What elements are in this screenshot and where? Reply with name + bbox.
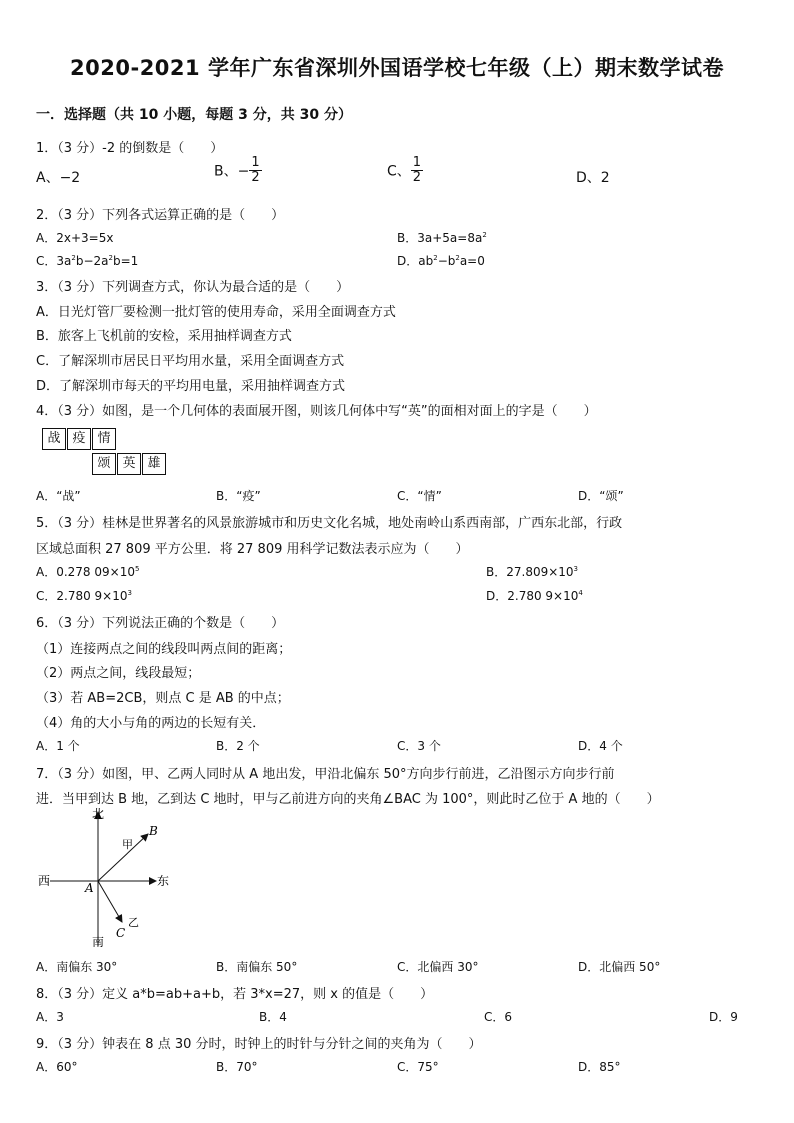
exponent: 5 xyxy=(134,565,140,573)
option-d: D．85° xyxy=(578,1060,621,1074)
option-text: b−2a xyxy=(75,254,109,268)
option-c: C．3 个 xyxy=(397,739,441,753)
net-cell: 雄 xyxy=(142,453,166,475)
option-text: A．0.278 09×10 xyxy=(36,565,135,579)
label-point-b: B xyxy=(149,824,158,838)
option-d xyxy=(486,587,583,604)
question-stem-cont: 进．当甲到达 B 地，乙到达 C 地时，甲与乙前进方向的夹角∠BAC 为 100°，则此时乙位于 A 地的（ ） xyxy=(36,792,660,807)
exponent: 4 xyxy=(578,589,583,597)
option-a: A．1 个 xyxy=(36,739,80,753)
label-south: 南 xyxy=(92,935,105,949)
statement-1: （1）连接两点之间的线段叫两点间的距离； xyxy=(36,642,292,657)
numerator: 1 xyxy=(412,155,422,170)
net-cell: 疫 xyxy=(67,428,91,450)
option-b: B．2 个 xyxy=(216,739,260,753)
option-d: D．4 个 xyxy=(578,739,623,753)
question-stem: 1．（3 分）-2 的倒数是（ ） xyxy=(36,141,224,156)
exponent: 2 xyxy=(482,231,487,239)
statement-3: （3）若 AB=2CB，则点 C 是 AB 的中点； xyxy=(36,691,290,706)
question-stem: 4．（3 分）如图，是一个几何体的表面展开图，则该几何体中写“英”的面相对面上的字是（ ） xyxy=(36,404,597,419)
question-stem: 9．（3 分）钟表在 8 点 30 分时，时钟上的时针与分针之间的夹角为（ ） xyxy=(36,1037,482,1052)
option-b: B．“疫” xyxy=(216,489,261,503)
section-heading-choice: 一．选择题（共 10 小题，每题 3 分，共 30 分） xyxy=(36,107,352,123)
option-b xyxy=(214,156,262,185)
option-a: A．“战” xyxy=(36,489,81,503)
net-cell: 情 xyxy=(92,428,116,450)
option-b: B．旅客上飞机前的安检，采用抽样调查方式 xyxy=(36,329,292,344)
label-jia: 甲 xyxy=(122,838,133,851)
question-stem: 2．（3 分）下列各式运算正确的是（ ） xyxy=(36,208,285,223)
question-stem-cont: 区域总面积 27 809 平方公里．将 27 809 用科学记数法表示应为（ ） xyxy=(36,542,469,557)
statement-2: （2）两点之间，线段最短； xyxy=(36,666,201,681)
option-text: D．ab xyxy=(397,254,434,268)
option-c: C．6 xyxy=(484,1010,513,1024)
option-c: C．75° xyxy=(397,1060,439,1074)
option-c: C．“情” xyxy=(397,489,442,503)
option-a: A、−2 xyxy=(36,170,81,186)
option-text: C．3a xyxy=(36,254,72,268)
option-text: −b xyxy=(437,254,456,268)
exponent: 2 xyxy=(71,254,76,262)
option-b xyxy=(397,229,487,246)
option-text: C．2.780 9×10 xyxy=(36,589,128,603)
option-c xyxy=(387,156,423,185)
option-text: D．2.780 9×10 xyxy=(486,589,579,603)
option-a: A．2x+3=5x xyxy=(36,231,114,245)
option-b: B．70° xyxy=(216,1060,258,1074)
statement-4: （4）角的大小与角的两边的长短有关． xyxy=(36,716,266,731)
option-c xyxy=(36,252,138,269)
numerator: 1 xyxy=(251,155,260,170)
option-a: A．3 xyxy=(36,1010,64,1024)
option-c: C．了解深圳市居民日平均用水量，采用全面调查方式 xyxy=(36,354,345,369)
question-stem: 6．（3 分）下列说法正确的个数是（ ） xyxy=(36,616,285,631)
denominator: 2 xyxy=(412,170,422,185)
label-point-a: A xyxy=(85,881,94,895)
net-cell: 颂 xyxy=(92,453,116,475)
exponent: 2 xyxy=(108,254,113,262)
option-b xyxy=(486,563,578,580)
fraction xyxy=(249,156,261,185)
label-point-c: C xyxy=(116,926,126,940)
label-east: 东 xyxy=(157,874,170,888)
label-yi: 乙 xyxy=(128,916,139,929)
label-north: 北 xyxy=(92,807,105,821)
exponent: 2 xyxy=(455,254,460,262)
exponent: 3 xyxy=(127,589,132,597)
option-a: A．日光灯管厂要检测一批灯管的使用寿命，采用全面调查方式 xyxy=(36,305,396,320)
fraction xyxy=(411,156,423,185)
net-cell: 战 xyxy=(42,428,66,450)
exponent: 2 xyxy=(433,254,438,262)
option-b: B．4 xyxy=(259,1010,287,1024)
option-d: D．了解深圳市每天的平均用电量，采用抽样调查方式 xyxy=(36,379,346,394)
option-d: D、2 xyxy=(576,170,610,186)
option-b: B．南偏东 50° xyxy=(216,960,298,974)
exponent: 3 xyxy=(573,565,579,573)
question-stem: 7．（3 分）如图，甲、乙两人同时从 A 地出发，甲沿北偏东 50°方向步行前进，乙沿图示方向步行前 xyxy=(36,767,615,782)
option-text: B．27.809×10 xyxy=(486,565,574,579)
option-c xyxy=(36,587,132,604)
option-b-prefix: B、− xyxy=(214,163,250,180)
option-d xyxy=(397,252,485,269)
option-text: a=0 xyxy=(459,254,485,268)
option-text: b=1 xyxy=(112,254,139,268)
option-c-prefix: C、 xyxy=(387,163,411,180)
question-stem: 8．（3 分）定义 a*b=ab+a+b，若 3*x=27，则 x 的值是（ ） xyxy=(36,987,434,1002)
direction-figure xyxy=(30,806,190,956)
question-stem: 3．（3 分）下列调查方式，你认为最合适的是（ ） xyxy=(36,280,350,295)
option-a: A．60° xyxy=(36,1060,78,1074)
question-stem: 5．（3 分）桂林是世界著名的风景旅游城市和历史文化名城，地处南岭山系西南部，广西东北部，行政 xyxy=(36,516,623,531)
option-d: D．9 xyxy=(709,1010,738,1024)
ray-ac xyxy=(98,881,122,922)
option-c: C．北偏西 30° xyxy=(397,960,479,974)
option-a: A．南偏东 30° xyxy=(36,960,118,974)
option-d: D．北偏西 50° xyxy=(578,960,661,974)
option-a xyxy=(36,563,139,580)
option-text: B．3a+5a=8a xyxy=(397,231,483,245)
option-d: D．“颂” xyxy=(578,489,624,503)
page-title: 2020-2021 学年广东省深圳外国语学校七年级（上）期末数学试卷 xyxy=(70,56,724,80)
denominator: 2 xyxy=(251,170,260,185)
net-cell: 英 xyxy=(117,453,141,475)
label-west: 西 xyxy=(38,874,51,888)
